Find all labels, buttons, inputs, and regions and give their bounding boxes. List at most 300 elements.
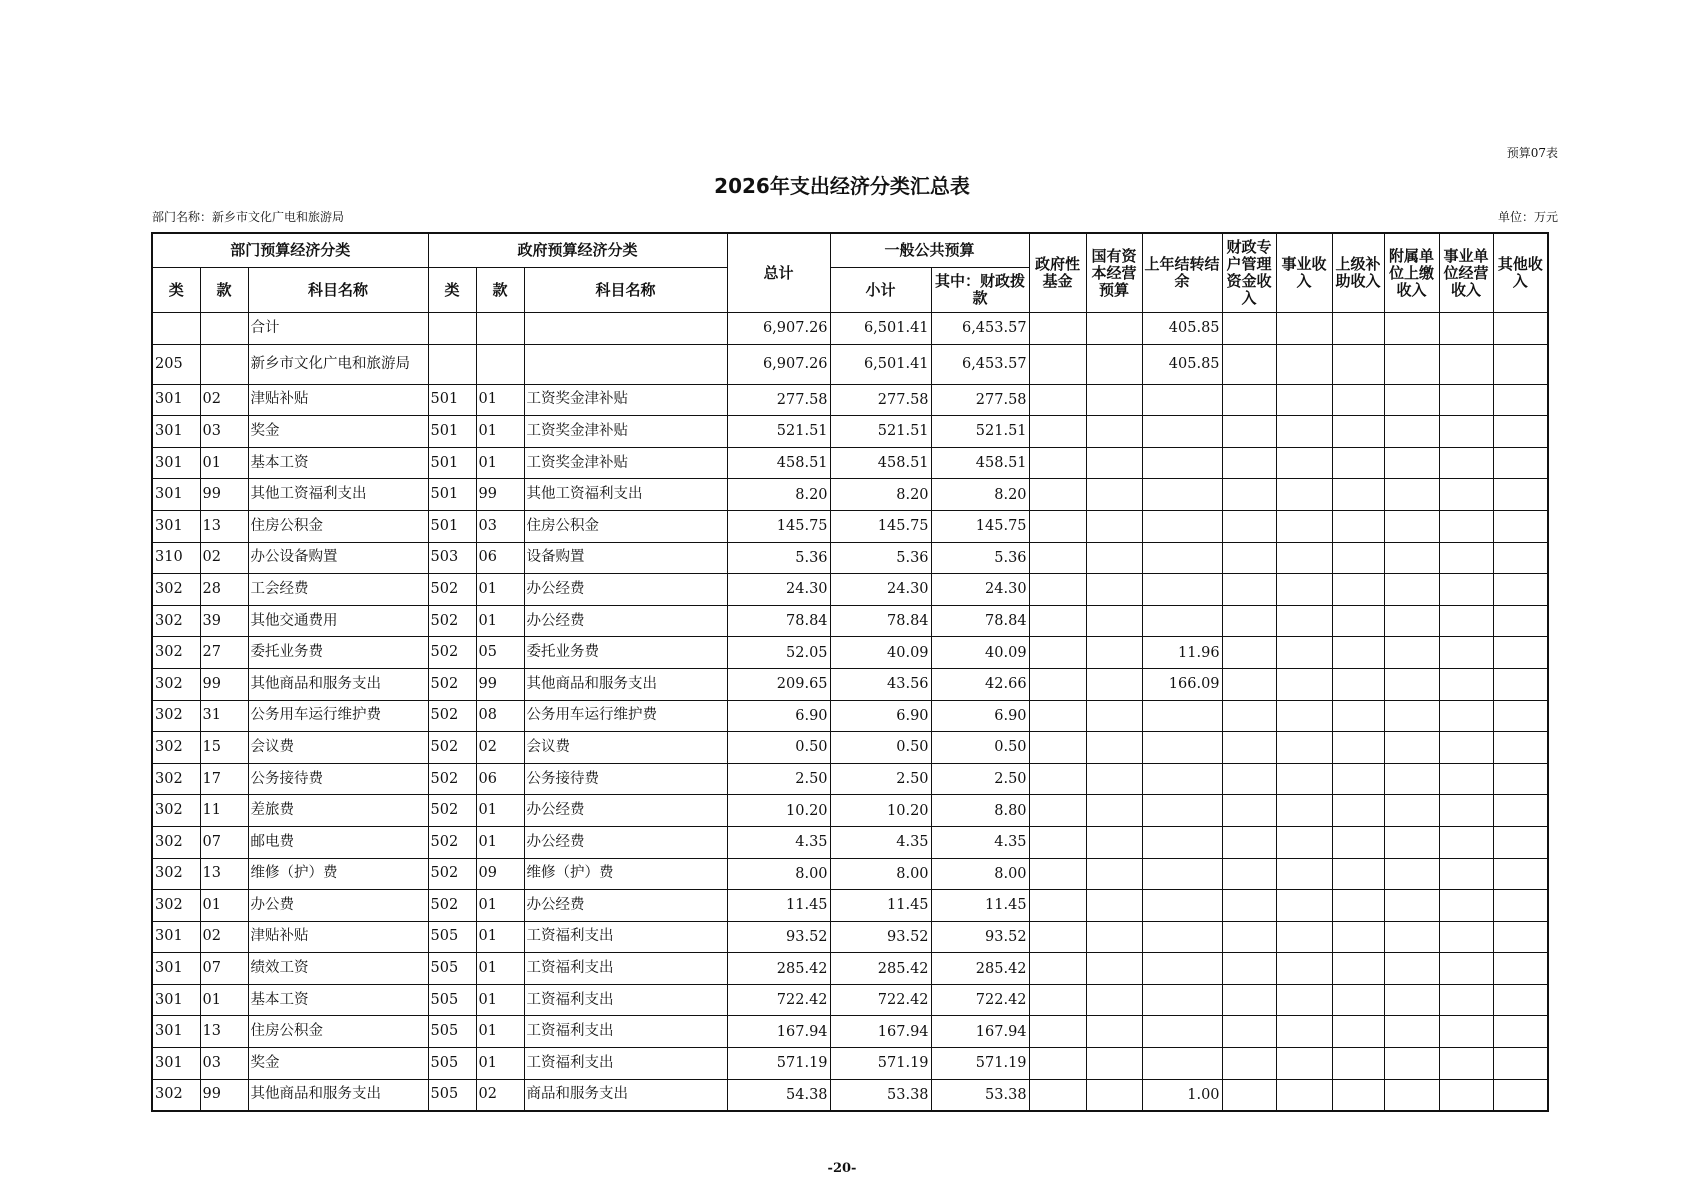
table-cell — [1222, 1016, 1276, 1048]
table-cell: 15 — [200, 732, 248, 764]
table-cell — [1493, 510, 1548, 542]
table-cell — [1493, 795, 1548, 827]
table-cell: 99 — [476, 668, 524, 700]
table-cell: 01 — [200, 447, 248, 479]
table-cell — [1222, 605, 1276, 637]
table-cell: 302 — [152, 1079, 200, 1111]
table-cell: 02 — [476, 1079, 524, 1111]
table-cell — [1222, 826, 1276, 858]
table-row — [152, 953, 1548, 985]
table-cell — [1493, 858, 1548, 890]
table-row — [152, 542, 1548, 574]
table-cell — [1384, 384, 1439, 416]
table-cell: 505 — [428, 1079, 476, 1111]
table-cell: 521.51 — [830, 416, 931, 448]
table-cell: 78.84 — [727, 605, 830, 637]
table-cell: 167.94 — [727, 1016, 830, 1048]
table-cell: 6,907.26 — [727, 313, 830, 345]
table-cell: 6.90 — [931, 700, 1029, 732]
table-cell — [1276, 732, 1332, 764]
table-cell — [1086, 447, 1142, 479]
table-cell: 10.20 — [830, 795, 931, 827]
table-cell: 302 — [152, 732, 200, 764]
table-cell: 办公经费 — [524, 826, 727, 858]
table-cell — [1384, 700, 1439, 732]
table-cell: 委托业务费 — [524, 637, 727, 669]
table-cell — [1029, 344, 1086, 384]
table-cell — [1142, 890, 1222, 922]
table-cell — [1086, 510, 1142, 542]
department-name: 部门名称：新乡市文化广电和旅游局 — [152, 210, 345, 224]
table-cell: 08 — [476, 700, 524, 732]
table-cell: 722.42 — [727, 984, 830, 1016]
table-cell: 委托业务费 — [248, 637, 428, 669]
table-cell — [1439, 984, 1493, 1016]
table-cell: 其他交通费用 — [248, 605, 428, 637]
table-cell: 03 — [200, 416, 248, 448]
table-cell — [1142, 984, 1222, 1016]
table-cell: 277.58 — [727, 384, 830, 416]
table-cell: 办公经费 — [524, 574, 727, 606]
table-cell — [1439, 416, 1493, 448]
header-state-capital: 国有资本经营预算 — [1086, 233, 1142, 313]
table-cell: 24.30 — [727, 574, 830, 606]
table-cell — [1493, 542, 1548, 574]
table-row — [152, 479, 1548, 511]
table-cell: 新乡市文化广电和旅游局 — [248, 344, 428, 384]
table-cell: 722.42 — [830, 984, 931, 1016]
table-row — [152, 700, 1548, 732]
table-cell — [1439, 344, 1493, 384]
table-cell — [1142, 732, 1222, 764]
table-cell: 07 — [200, 953, 248, 985]
table-cell: 01 — [476, 605, 524, 637]
table-cell — [1439, 826, 1493, 858]
table-cell: 11.96 — [1142, 637, 1222, 669]
table-cell — [1086, 384, 1142, 416]
table-cell: 8.80 — [931, 795, 1029, 827]
table-cell: 502 — [428, 637, 476, 669]
table-cell: 01 — [476, 984, 524, 1016]
table-cell: 502 — [428, 763, 476, 795]
table-cell: 505 — [428, 1016, 476, 1048]
table-cell — [1493, 313, 1548, 345]
table-cell: 工资奖金津补贴 — [524, 384, 727, 416]
table-cell: 53.38 — [830, 1079, 931, 1111]
table-cell: 571.19 — [830, 1048, 931, 1080]
table-cell: 5.36 — [931, 542, 1029, 574]
table-cell — [1384, 1079, 1439, 1111]
table-cell: 工资奖金津补贴 — [524, 416, 727, 448]
table-cell — [1439, 510, 1493, 542]
table-cell — [524, 344, 727, 384]
table-cell: 302 — [152, 890, 200, 922]
table-cell — [1086, 953, 1142, 985]
table-cell: 01 — [200, 984, 248, 1016]
table-row — [152, 921, 1548, 953]
table-cell — [1332, 574, 1384, 606]
table-cell — [1439, 795, 1493, 827]
table-cell — [1276, 384, 1332, 416]
table-cell: 521.51 — [931, 416, 1029, 448]
table-cell: 办公经费 — [524, 890, 727, 922]
page-number: -20- — [827, 1161, 857, 1176]
table-cell — [1384, 826, 1439, 858]
table-cell: 邮电费 — [248, 826, 428, 858]
table-cell — [1332, 1016, 1384, 1048]
table-cell — [1222, 542, 1276, 574]
table-cell — [1493, 953, 1548, 985]
table-cell — [1384, 447, 1439, 479]
table-cell: 办公设备购置 — [248, 542, 428, 574]
table-cell: 302 — [152, 637, 200, 669]
header-total: 总计 — [727, 233, 830, 313]
header-business-income: 事业收入 — [1276, 233, 1332, 313]
table-cell: 11 — [200, 795, 248, 827]
table-cell — [1142, 574, 1222, 606]
table-cell: 502 — [428, 795, 476, 827]
table-cell — [1276, 795, 1332, 827]
table-cell: 奖金 — [248, 416, 428, 448]
table-cell: 2.50 — [830, 763, 931, 795]
unit-label: 单位：万元 — [1497, 210, 1558, 224]
table-cell: 167.94 — [830, 1016, 931, 1048]
table-cell: 06 — [476, 542, 524, 574]
table-cell — [1142, 763, 1222, 795]
table-cell: 502 — [428, 826, 476, 858]
table-cell: 01 — [476, 1048, 524, 1080]
table-cell — [1142, 858, 1222, 890]
table-cell — [1332, 1048, 1384, 1080]
table-cell: 6,501.41 — [830, 344, 931, 384]
table-cell — [1276, 858, 1332, 890]
header-general-budget: 一般公共预算 — [830, 233, 1029, 268]
table-cell: 8.00 — [830, 858, 931, 890]
table-cell: 17 — [200, 763, 248, 795]
table-cell — [1332, 416, 1384, 448]
table-cell — [1276, 344, 1332, 384]
table-cell — [1276, 447, 1332, 479]
table-cell — [1439, 668, 1493, 700]
table-cell — [1384, 542, 1439, 574]
table-cell — [1439, 313, 1493, 345]
table-cell: 工会经费 — [248, 574, 428, 606]
table-cell: 维修（护）费 — [524, 858, 727, 890]
table-cell — [1332, 605, 1384, 637]
table-cell — [1086, 700, 1142, 732]
table-cell — [1384, 605, 1439, 637]
table-cell — [1276, 921, 1332, 953]
table-cell: 工资福利支出 — [524, 953, 727, 985]
table-cell — [1222, 668, 1276, 700]
form-number: 预算07表 — [1506, 146, 1558, 160]
table-cell — [1222, 732, 1276, 764]
table-cell — [1086, 416, 1142, 448]
table-cell — [1276, 605, 1332, 637]
table-cell — [1439, 1079, 1493, 1111]
table-cell — [1086, 921, 1142, 953]
table-cell — [1493, 384, 1548, 416]
table-cell — [1439, 921, 1493, 953]
table-cell: 工资奖金津补贴 — [524, 447, 727, 479]
table-cell: 11.45 — [830, 890, 931, 922]
table-cell: 99 — [200, 479, 248, 511]
table-cell — [1142, 795, 1222, 827]
table-cell — [1142, 1048, 1222, 1080]
table-row — [152, 416, 1548, 448]
table-cell: 310 — [152, 542, 200, 574]
table-cell: 501 — [428, 479, 476, 511]
table-cell — [1029, 1048, 1086, 1080]
table-cell: 8.00 — [931, 858, 1029, 890]
table-cell — [1222, 890, 1276, 922]
table-cell — [1332, 700, 1384, 732]
table-cell: 11.45 — [727, 890, 830, 922]
table-cell — [1439, 574, 1493, 606]
table-cell: 4.35 — [727, 826, 830, 858]
table-cell: 43.56 — [830, 668, 931, 700]
table-body — [152, 313, 1548, 1111]
table-cell: 会议费 — [248, 732, 428, 764]
table-cell: 02 — [476, 732, 524, 764]
table-cell — [1332, 668, 1384, 700]
table-cell — [1029, 510, 1086, 542]
table-cell — [1493, 1016, 1548, 1048]
table-cell — [1029, 637, 1086, 669]
table-cell — [1276, 700, 1332, 732]
table-cell — [524, 313, 727, 345]
header-dept-econ: 部门预算经济分类 — [152, 233, 428, 268]
table-cell — [1439, 605, 1493, 637]
table-row — [152, 1079, 1548, 1111]
table-cell — [1332, 447, 1384, 479]
table-cell — [1384, 510, 1439, 542]
table-cell: 458.51 — [931, 447, 1029, 479]
table-cell: 78.84 — [931, 605, 1029, 637]
table-cell — [1332, 344, 1384, 384]
table-row — [152, 732, 1548, 764]
table-cell — [1276, 510, 1332, 542]
table-cell: 03 — [200, 1048, 248, 1080]
table-cell: 277.58 — [830, 384, 931, 416]
table-cell: 502 — [428, 700, 476, 732]
table-cell — [1222, 1048, 1276, 1080]
table-cell — [1332, 542, 1384, 574]
header-gov-lei: 类 — [428, 268, 476, 313]
table-cell — [1142, 921, 1222, 953]
table-cell: 301 — [152, 953, 200, 985]
table-cell: 津贴补贴 — [248, 384, 428, 416]
table-cell: 205 — [152, 344, 200, 384]
table-cell — [1222, 344, 1276, 384]
table-cell — [1493, 344, 1548, 384]
table-cell: 505 — [428, 984, 476, 1016]
table-cell — [1029, 313, 1086, 345]
table-cell: 01 — [476, 890, 524, 922]
table-cell: 40.09 — [830, 637, 931, 669]
table-cell: 4.35 — [931, 826, 1029, 858]
table-row — [152, 795, 1548, 827]
table-cell — [1493, 921, 1548, 953]
header-kuan: 款 — [200, 268, 248, 313]
table-cell — [428, 313, 476, 345]
table-cell: 301 — [152, 1016, 200, 1048]
table-cell: 02 — [200, 384, 248, 416]
table-cell: 209.65 — [727, 668, 830, 700]
table-cell — [1086, 1016, 1142, 1048]
table-cell: 145.75 — [931, 510, 1029, 542]
table-row — [152, 510, 1548, 542]
table-cell — [1276, 416, 1332, 448]
table-cell: 4.35 — [830, 826, 931, 858]
table-cell: 145.75 — [830, 510, 931, 542]
table-cell — [1086, 890, 1142, 922]
table-cell — [1086, 858, 1142, 890]
table-cell: 301 — [152, 416, 200, 448]
header-superior-subsidy: 上级补助收入 — [1332, 233, 1384, 313]
table-cell: 1.00 — [1142, 1079, 1222, 1111]
table-cell: 503 — [428, 542, 476, 574]
table-cell — [1384, 763, 1439, 795]
table-cell — [1029, 447, 1086, 479]
table-cell: 301 — [152, 447, 200, 479]
table-cell — [1142, 605, 1222, 637]
table-cell: 405.85 — [1142, 313, 1222, 345]
table-cell: 办公经费 — [524, 605, 727, 637]
table-cell — [1086, 344, 1142, 384]
table-cell — [1142, 542, 1222, 574]
table-cell: 其他商品和服务支出 — [524, 668, 727, 700]
table-cell — [1493, 416, 1548, 448]
table-cell: 01 — [476, 795, 524, 827]
table-cell — [1332, 984, 1384, 1016]
table-cell — [1029, 1016, 1086, 1048]
header-gov-econ: 政府预算经济分类 — [428, 233, 727, 268]
table-cell: 571.19 — [931, 1048, 1029, 1080]
table-cell: 27 — [200, 637, 248, 669]
table-cell — [1276, 668, 1332, 700]
table-cell: 住房公积金 — [248, 1016, 428, 1048]
table-cell: 02 — [200, 542, 248, 574]
table-cell — [1029, 605, 1086, 637]
table-cell: 公务用车运行维护费 — [248, 700, 428, 732]
table-cell: 01 — [200, 890, 248, 922]
table-cell — [1276, 763, 1332, 795]
table-cell — [1384, 1016, 1439, 1048]
table-cell — [1276, 574, 1332, 606]
table-cell — [1086, 795, 1142, 827]
table-row — [152, 637, 1548, 669]
table-cell — [1439, 384, 1493, 416]
table-cell: 301 — [152, 1048, 200, 1080]
table-cell — [1493, 826, 1548, 858]
table-cell: 02 — [200, 921, 248, 953]
table-cell: 501 — [428, 416, 476, 448]
table-cell: 93.52 — [931, 921, 1029, 953]
table-cell — [1439, 1016, 1493, 1048]
table-cell — [1086, 313, 1142, 345]
table-cell: 设备购置 — [524, 542, 727, 574]
table-cell — [1029, 384, 1086, 416]
table-cell: 6.90 — [830, 700, 931, 732]
table-cell — [1222, 795, 1276, 827]
table-cell: 501 — [428, 510, 476, 542]
table-cell — [1029, 1079, 1086, 1111]
table-cell — [1276, 542, 1332, 574]
table-cell — [1222, 313, 1276, 345]
table-cell — [1029, 921, 1086, 953]
table-cell: 31 — [200, 700, 248, 732]
table-cell — [1142, 510, 1222, 542]
table-cell — [1384, 637, 1439, 669]
expenditure-table — [151, 232, 1549, 1112]
table-cell — [1142, 479, 1222, 511]
table-cell: 津贴补贴 — [248, 921, 428, 953]
table-cell: 办公费 — [248, 890, 428, 922]
table-cell — [1493, 668, 1548, 700]
table-cell: 277.58 — [931, 384, 1029, 416]
table-cell: 54.38 — [727, 1079, 830, 1111]
table-cell: 39 — [200, 605, 248, 637]
table-cell — [1384, 953, 1439, 985]
table-cell: 28 — [200, 574, 248, 606]
table-cell: 99 — [200, 1079, 248, 1111]
table-cell: 公务接待费 — [524, 763, 727, 795]
table-cell — [1029, 732, 1086, 764]
table-cell: 合计 — [248, 313, 428, 345]
table-cell — [1086, 1048, 1142, 1080]
table-cell: 工资福利支出 — [524, 1048, 727, 1080]
table-cell: 01 — [476, 953, 524, 985]
table-cell: 302 — [152, 795, 200, 827]
table-cell: 42.66 — [931, 668, 1029, 700]
table-cell — [1222, 953, 1276, 985]
table-cell: 166.09 — [1142, 668, 1222, 700]
header-other-income: 其他收入 — [1493, 233, 1548, 313]
table-cell — [1332, 763, 1384, 795]
table-cell: 基本工资 — [248, 447, 428, 479]
table-cell — [1439, 732, 1493, 764]
table-cell — [1222, 574, 1276, 606]
table-row — [152, 984, 1548, 1016]
table-cell — [200, 344, 248, 384]
table-cell — [1332, 795, 1384, 827]
table-cell — [1332, 732, 1384, 764]
table-cell: 公务用车运行维护费 — [524, 700, 727, 732]
table-cell: 工资福利支出 — [524, 921, 727, 953]
table-cell: 505 — [428, 953, 476, 985]
table-cell: 145.75 — [727, 510, 830, 542]
table-cell — [1439, 479, 1493, 511]
table-cell — [1222, 416, 1276, 448]
table-cell — [1332, 384, 1384, 416]
table-cell: 52.05 — [727, 637, 830, 669]
table-cell — [1142, 953, 1222, 985]
table-cell: 285.42 — [830, 953, 931, 985]
table-cell: 办公经费 — [524, 795, 727, 827]
table-cell: 13 — [200, 510, 248, 542]
table-row — [152, 344, 1548, 384]
table-cell — [1332, 637, 1384, 669]
table-cell — [1276, 1048, 1332, 1080]
table-cell — [1276, 1016, 1332, 1048]
table-cell: 302 — [152, 668, 200, 700]
table-cell — [1384, 574, 1439, 606]
header-special-account: 财政专户管理资金收入 — [1222, 233, 1276, 313]
table-cell — [1029, 700, 1086, 732]
table-cell — [1493, 1079, 1548, 1111]
header-carryover: 上年结转结余 — [1142, 233, 1222, 313]
